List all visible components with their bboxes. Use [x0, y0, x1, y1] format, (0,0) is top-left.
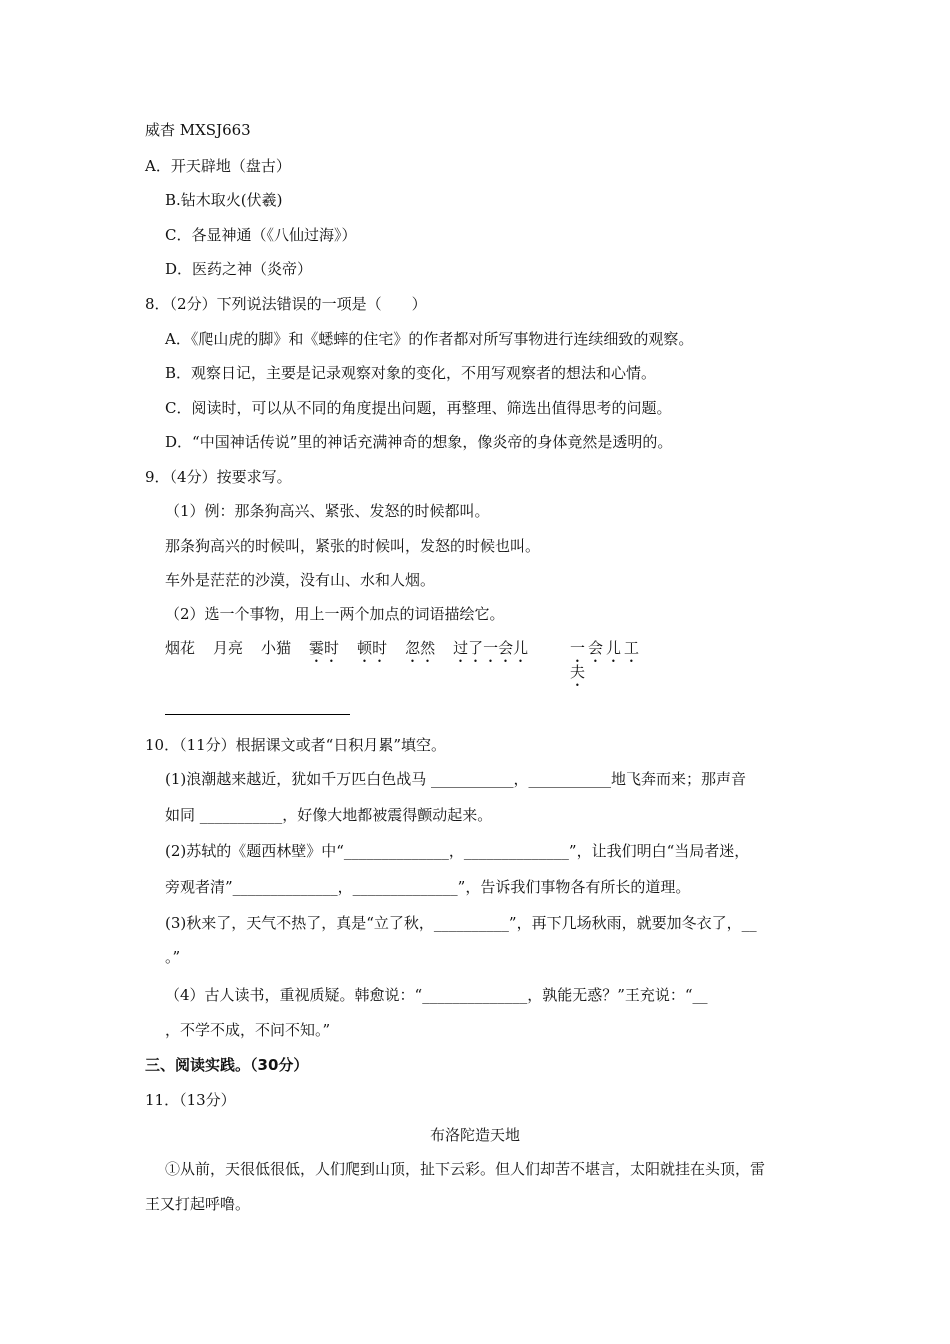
q9-title: 9．（4分）按要求写。: [145, 468, 292, 486]
q9-line: （2）选一个事物，用上一两个加点的词语描绘它。: [165, 605, 505, 623]
q9-line: （1）例：那条狗高兴、紧张、发怒的时候都叫。: [165, 502, 490, 520]
q9-word-list: [165, 638, 546, 666]
section-heading: 三、阅读实践。（30分）: [145, 1056, 309, 1074]
q10-line: (1)浪潮越来越近，犹如千万匹白色战马 ___________，___________地飞奔而来；那声音: [165, 770, 747, 788]
dotted-word: 霎时: [309, 639, 340, 657]
q11-title: 11．（13分）: [145, 1091, 236, 1109]
word: 月亮: [213, 639, 244, 657]
q7-option-a: A．开天辟地（盘古）: [145, 157, 291, 175]
q10-line: （4）古人读书，重视质疑。韩愈说：“______________，孰能无惑？”王充说：“__: [165, 986, 708, 1004]
header-text: 威杳 MXSJ663: [145, 121, 251, 139]
q7-option-c: C．各显神通（《八仙过海》）: [165, 226, 357, 244]
q9-line: 那条狗高兴的时候叫，紧张的时候叫，发怒的时候也叫。: [165, 537, 541, 555]
word: 小猫: [261, 639, 292, 657]
q8-option-b: B．观察日记，主要是记录观察对象的变化，不用写观察者的想法和心情。: [165, 364, 657, 382]
dotted-word: 过了一会儿: [453, 639, 529, 657]
dotted-word: 一会儿工: [570, 639, 643, 657]
passage-paragraph: 王又打起呼噜。: [145, 1195, 251, 1213]
q10-line: (3)秋来了，天气不热了，真是“立了秋，__________”，再下几场秋雨，就要加冬衣了，__: [165, 914, 757, 932]
dotted-word: 忽然: [405, 639, 436, 657]
q10-line: 旁观者清”______________，______________”，告诉我们事物各有所长的道理。: [165, 878, 691, 896]
q10-line: (2)苏轼的《题西林壁》中“______________，______________”，让我们明白“当局者迷，: [165, 842, 750, 860]
q10-line: 如同 ___________，好像大地都被震得颤动起来。: [165, 806, 493, 824]
q8-title: 8．（2分）下列说法错误的一项是（ ）: [145, 295, 427, 313]
q10-line: 。”: [165, 948, 181, 966]
passage-paragraph: ①从前，天很低很低，人们爬到山顶，扯下云彩。但人们却苦不堪言，太阳就挂在头顶，雷: [165, 1160, 766, 1178]
q7-option-d: D．医药之神（炎帝）: [165, 260, 313, 278]
q10-line: ，不学不成，不问不知。”: [165, 1021, 331, 1039]
q8-option-d: D．“中国神话传说”里的神话充满神奇的想象，像炎帝的身体竟然是透明的。: [165, 433, 673, 451]
q7-option-b: B.钻木取火(伏羲): [165, 191, 283, 209]
answer-line: [165, 714, 350, 715]
word: 烟花: [165, 639, 196, 657]
dotted-word: 顿时: [357, 639, 388, 657]
q8-option-c: C．阅读时，可以从不同的角度提出问题，再整理、筛选出值得思考的问题。: [165, 399, 672, 417]
q10-title: 10．（11分）根据课文或者“日积月累”填空。: [145, 736, 447, 754]
q8-option-a: A．《爬山虎的脚》和《蟋蟀的住宅》的作者都对所写事物进行连续细致的观察。: [165, 330, 694, 348]
passage-title: 布洛陀造天地: [429, 1126, 520, 1144]
dotted-word: 夫: [570, 663, 586, 681]
q9-line: 车外是茫茫的沙漠，没有山、水和人烟。: [165, 571, 436, 589]
